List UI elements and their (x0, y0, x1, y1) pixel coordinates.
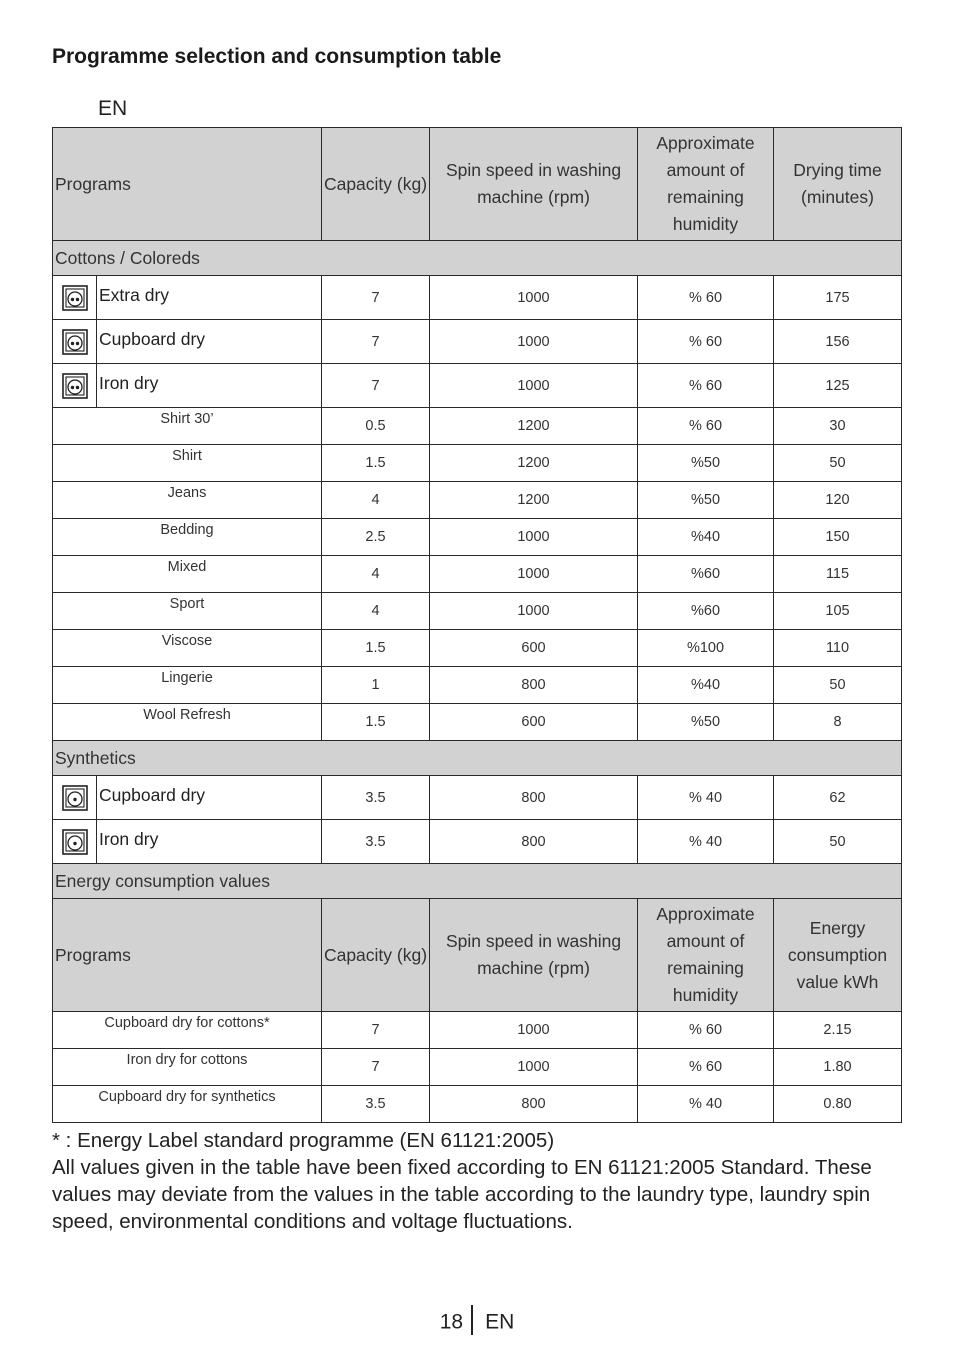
column-header: Spin speed in washing machine (rpm) (430, 899, 638, 1012)
program-name: Lingerie (53, 667, 322, 704)
spin-cell: 1200 (430, 445, 638, 482)
humidity-cell: % 60 (638, 320, 774, 364)
section-title: Cottons / Coloreds (53, 241, 902, 276)
table-row (53, 364, 902, 408)
time-cell: 175 (774, 276, 902, 320)
value-cell: 2.15 (774, 1012, 902, 1049)
program-name: Cupboard dry for synthetics (53, 1086, 322, 1123)
spin-cell: 800 (430, 1086, 638, 1123)
capacity-cell: 7 (322, 364, 430, 408)
value-cell: 0.80 (774, 1086, 902, 1123)
program-name: Iron dry (99, 829, 159, 849)
page-number: 18 (439, 1310, 464, 1334)
capacity-cell: 1.5 (322, 704, 430, 741)
column-header: Approximate amount of remaining humidity (638, 128, 774, 241)
table-row (53, 556, 902, 593)
program-cell (53, 364, 322, 408)
humidity-cell: %40 (638, 667, 774, 704)
header-row (53, 899, 902, 1012)
footnote-standard: * : Energy Label standard programme (EN 61121:2005) (52, 1129, 555, 1152)
program-name: Extra dry (99, 285, 170, 305)
program-name: Wool Refresh (53, 704, 322, 741)
program-cell (53, 320, 322, 364)
time-cell: 62 (774, 776, 902, 820)
program-name: Iron dry for cottons (53, 1049, 322, 1086)
table-row (53, 519, 902, 556)
synthetic-dry-icon (53, 776, 97, 819)
capacity-cell: 3.5 (322, 776, 430, 820)
page-separator (471, 1305, 473, 1335)
time-cell: 50 (774, 667, 902, 704)
table-row (53, 445, 902, 482)
column-header: Programs (53, 128, 322, 241)
time-cell: 50 (774, 445, 902, 482)
program-name: Iron dry (99, 373, 159, 393)
program-name: Cupboard dry (99, 329, 206, 349)
program-cell-wrap (53, 276, 321, 319)
spin-cell: 1000 (430, 593, 638, 630)
capacity-cell: 1 (322, 667, 430, 704)
spin-cell: 1000 (430, 1012, 638, 1049)
humidity-cell: % 40 (638, 776, 774, 820)
spin-cell: 1000 (430, 1049, 638, 1086)
capacity-cell: 4 (322, 556, 430, 593)
table-row (53, 408, 902, 445)
time-cell: 50 (774, 820, 902, 864)
footnotes (52, 1127, 912, 1235)
humidity-cell: %50 (638, 704, 774, 741)
humidity-cell: % 60 (638, 364, 774, 408)
program-name: Cupboard dry for cottons* (53, 1012, 322, 1049)
capacity-cell: 2.5 (322, 519, 430, 556)
table-row (53, 630, 902, 667)
section-row (53, 241, 902, 276)
program-name: Shirt (53, 445, 322, 482)
spin-cell: 1000 (430, 519, 638, 556)
time-cell: 115 (774, 556, 902, 593)
column-header: Capacity (kg) (322, 899, 430, 1012)
table-row (53, 1086, 902, 1123)
table-row (53, 704, 902, 741)
consumption-table (52, 127, 902, 1123)
column-header: Capacity (kg) (322, 128, 430, 241)
capacity-cell: 7 (322, 320, 430, 364)
humidity-cell: % 40 (638, 820, 774, 864)
capacity-cell: 0.5 (322, 408, 430, 445)
spin-cell: 600 (430, 630, 638, 667)
capacity-cell: 3.5 (322, 820, 430, 864)
cotton-dry-icon (53, 320, 97, 363)
spin-cell: 800 (430, 667, 638, 704)
capacity-cell: 7 (322, 1012, 430, 1049)
program-cell (53, 276, 322, 320)
spin-cell: 1200 (430, 482, 638, 519)
table-row (53, 667, 902, 704)
header-row (53, 128, 902, 241)
table-row (53, 1049, 902, 1086)
section-title: Energy consumption values (53, 864, 902, 899)
program-name: Viscose (53, 630, 322, 667)
capacity-cell: 4 (322, 593, 430, 630)
humidity-cell: %50 (638, 445, 774, 482)
program-cell-wrap (53, 364, 321, 407)
capacity-cell: 4 (322, 482, 430, 519)
table-row (53, 776, 902, 820)
humidity-cell: % 60 (638, 1012, 774, 1049)
table-row (53, 482, 902, 519)
program-cell-wrap (53, 320, 321, 363)
humidity-cell: % 60 (638, 276, 774, 320)
time-cell: 30 (774, 408, 902, 445)
column-header: Programs (53, 899, 322, 1012)
time-cell: 156 (774, 320, 902, 364)
time-cell: 125 (774, 364, 902, 408)
program-cell (53, 776, 322, 820)
humidity-cell: %60 (638, 593, 774, 630)
table-row (53, 593, 902, 630)
table-row (53, 820, 902, 864)
column-header: Drying time (minutes) (774, 128, 902, 241)
language-label: EN (98, 97, 128, 120)
program-cell-wrap (53, 776, 321, 819)
column-header: Approximate amount of remaining humidity (638, 899, 774, 1012)
capacity-cell: 7 (322, 276, 430, 320)
program-name: Shirt 30’ (53, 408, 322, 445)
column-header: Spin speed in washing machine (rpm) (430, 128, 638, 241)
section-title: Synthetics (53, 741, 902, 776)
spin-cell: 1000 (430, 364, 638, 408)
spin-cell: 600 (430, 704, 638, 741)
time-cell: 110 (774, 630, 902, 667)
page-footer (0, 1308, 954, 1338)
page-lang: EN (485, 1310, 515, 1334)
spin-cell: 1000 (430, 556, 638, 593)
section-row (53, 864, 902, 899)
capacity-cell: 1.5 (322, 445, 430, 482)
humidity-cell: %100 (638, 630, 774, 667)
humidity-cell: %50 (638, 482, 774, 519)
spin-cell: 1200 (430, 408, 638, 445)
spin-cell: 1000 (430, 276, 638, 320)
cotton-dry-icon (53, 276, 97, 319)
time-cell: 120 (774, 482, 902, 519)
time-cell: 150 (774, 519, 902, 556)
section-row (53, 741, 902, 776)
program-name: Mixed (53, 556, 322, 593)
program-cell (53, 820, 322, 864)
cotton-dry-icon (53, 364, 97, 407)
page-title: Programme selection and consumption table (52, 45, 502, 68)
program-name: Sport (53, 593, 322, 630)
spin-cell: 1000 (430, 320, 638, 364)
humidity-cell: % 60 (638, 408, 774, 445)
program-cell-wrap (53, 820, 321, 863)
program-name: Bedding (53, 519, 322, 556)
capacity-cell: 1.5 (322, 630, 430, 667)
table-row (53, 276, 902, 320)
humidity-cell: % 40 (638, 1086, 774, 1123)
time-cell: 105 (774, 593, 902, 630)
capacity-cell: 7 (322, 1049, 430, 1086)
humidity-cell: %60 (638, 556, 774, 593)
spin-cell: 800 (430, 820, 638, 864)
humidity-cell: %40 (638, 519, 774, 556)
spin-cell: 800 (430, 776, 638, 820)
table-row (53, 1012, 902, 1049)
time-cell: 8 (774, 704, 902, 741)
column-header: Energy consumption value kWh (774, 899, 902, 1012)
table-row (53, 320, 902, 364)
footnote-disclaimer: All values given in the table have been fixed according to EN 61121:2005 Standard. These values may deviate from the values in the table according to the laundry type, laundry spin speed, environmental conditions and voltage fluctuations. (52, 1156, 872, 1233)
program-name: Jeans (53, 482, 322, 519)
synthetic-dry-icon (53, 820, 97, 863)
program-name: Cupboard dry (99, 785, 206, 805)
value-cell: 1.80 (774, 1049, 902, 1086)
capacity-cell: 3.5 (322, 1086, 430, 1123)
humidity-cell: % 60 (638, 1049, 774, 1086)
